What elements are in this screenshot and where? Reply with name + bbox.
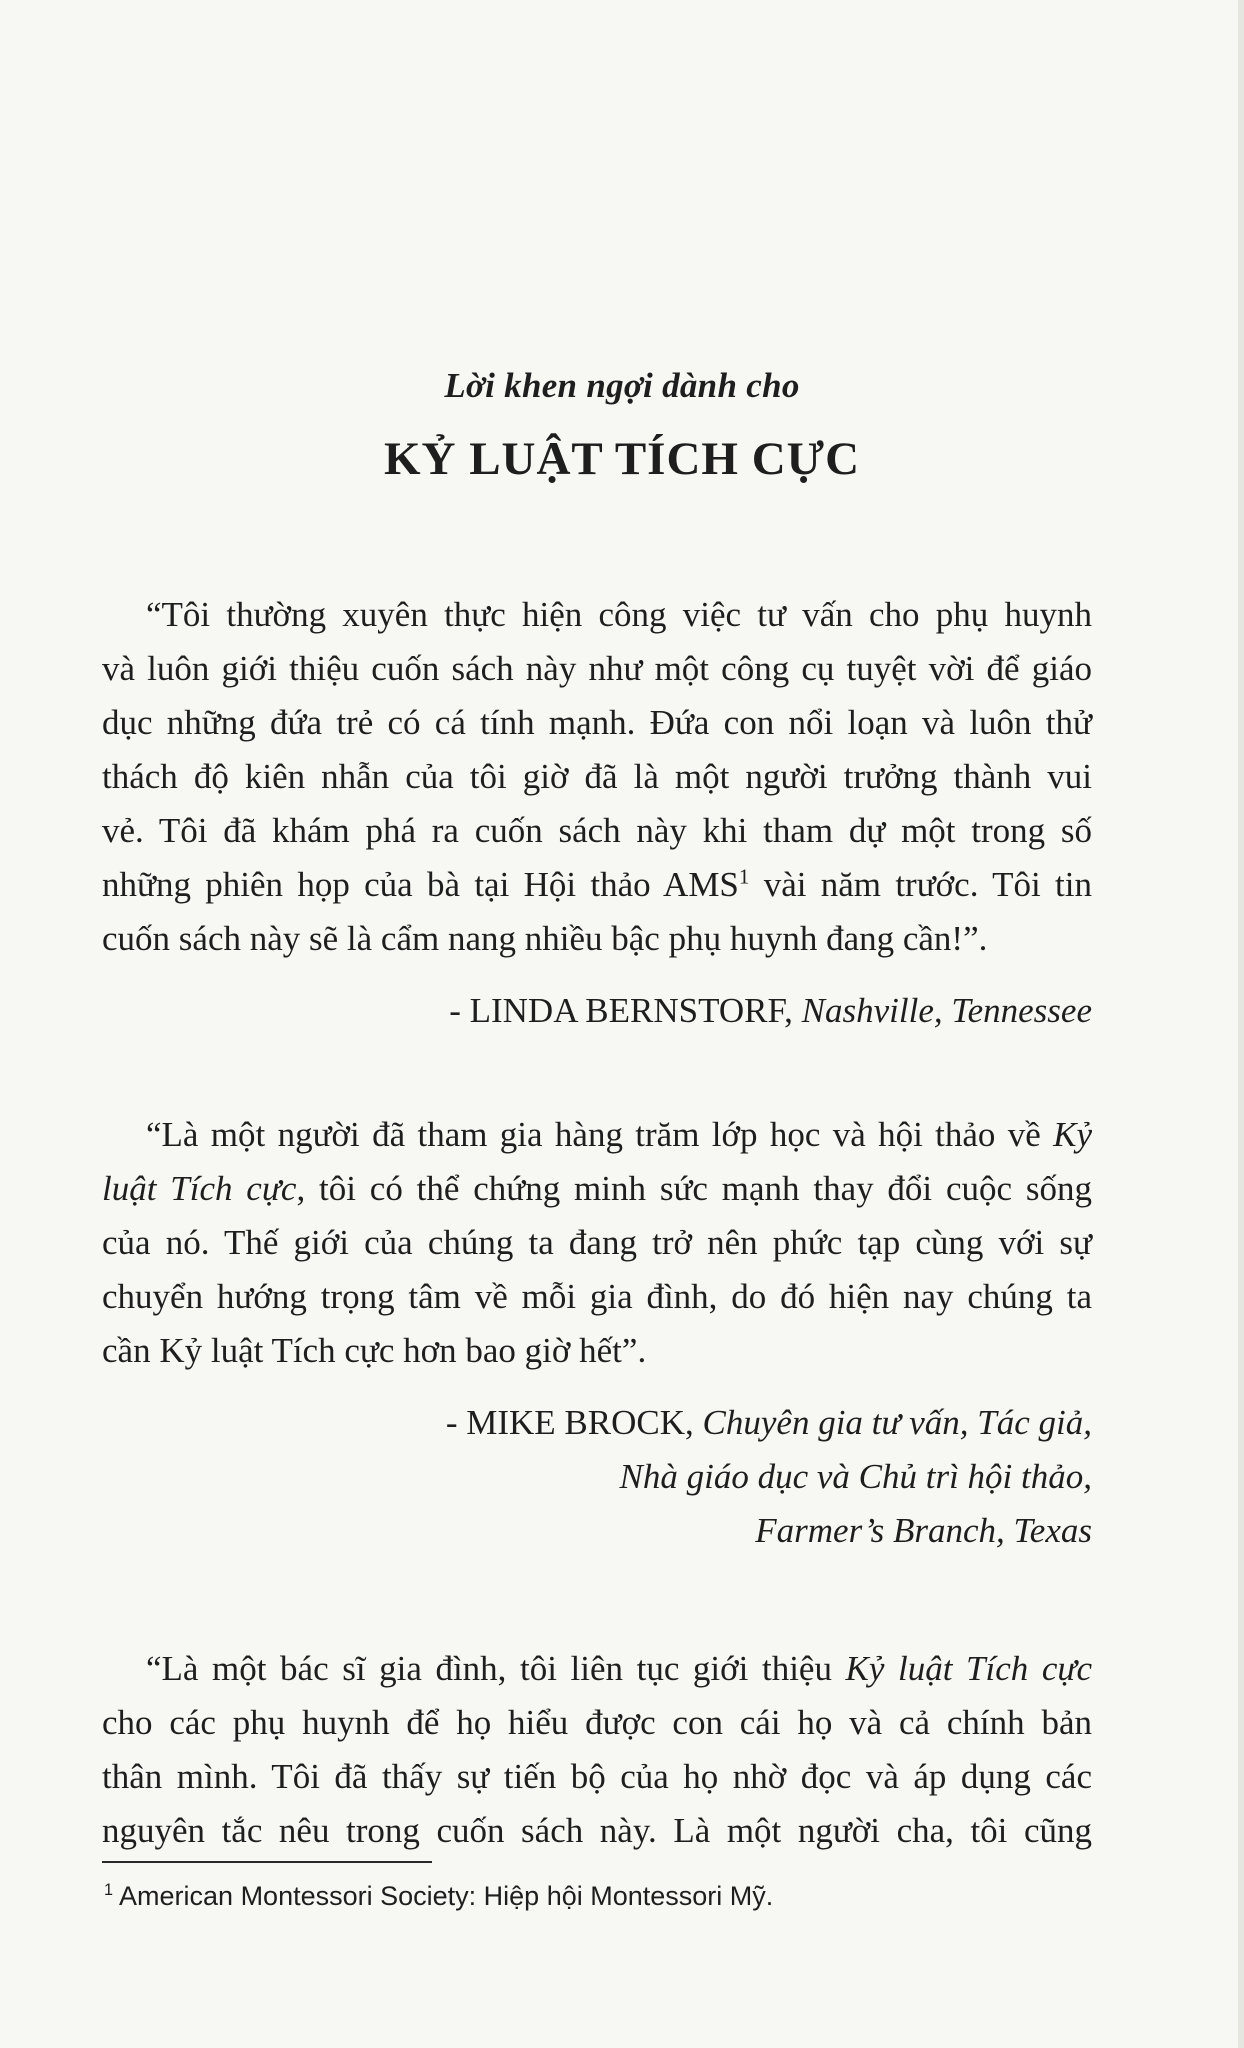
quote-line: dục những đứa trẻ có cá tính mạnh. Đứa con nổi loạn và luôn thử bbox=[102, 703, 1092, 742]
footnote-marker: 1 bbox=[104, 1881, 114, 1899]
testimonial-2-attribution bbox=[192, 1396, 1092, 1558]
quote-line-text: “Là một bác sĩ gia đình, tôi liên tục giới thiệu bbox=[146, 1649, 846, 1688]
book-title-italic: Kỷ luật Tích cực bbox=[845, 1649, 1092, 1688]
quote-line-text: những phiên họp của bà tại Hội thảo AMS bbox=[102, 865, 739, 904]
footnote-divider bbox=[102, 1861, 432, 1863]
testimonial-3 bbox=[102, 1642, 1092, 1858]
attribution-name: - MIKE BROCK, bbox=[445, 1403, 703, 1442]
quote-line: thân mình. Tôi đã thấy sự tiến bộ của họ nhờ đọc và áp dụng các bbox=[102, 1757, 1092, 1796]
testimonial-1 bbox=[102, 588, 1092, 966]
book-title-italic: luật Tích cực bbox=[102, 1169, 297, 1208]
quote-line: của nó. Thế giới của chúng ta đang trở nên phức tạp cùng với sự bbox=[102, 1223, 1092, 1262]
quote-line bbox=[102, 1108, 1092, 1162]
book-title-italic: Kỷ bbox=[1053, 1115, 1092, 1154]
quote-line: cho các phụ huynh để họ hiểu được con cái họ và cả chính bản bbox=[102, 1703, 1092, 1742]
quote-line: cần Kỷ luật Tích cực hơn bao giờ hết”. bbox=[102, 1331, 647, 1370]
quote-line: chuyển hướng trọng tâm về mỗi gia đình, do đó hiện nay chúng ta bbox=[102, 1277, 1092, 1316]
page-subtitle: Lời khen ngợi dành cho bbox=[444, 366, 800, 405]
quote-line: cuốn sách này sẽ là cẩm nang nhiều bậc phụ huynh đang cần!”. bbox=[102, 919, 988, 958]
quote-line: vẻ. Tôi đã khám phá ra cuốn sách này khi tham dự một trong số bbox=[102, 811, 1092, 850]
attribution-role: Chuyên gia tư vấn, Tác giả, bbox=[702, 1403, 1092, 1442]
quote-line bbox=[102, 1162, 1092, 1216]
quote-line-text: vài năm trước. Tôi tin bbox=[749, 865, 1092, 904]
quote-line: thách độ kiên nhẫn của tôi giờ đã là một người trưởng thành vui bbox=[102, 757, 1092, 796]
footnote bbox=[104, 1878, 773, 1914]
quote-line-text: , tôi có thể chứng minh sức mạnh thay đổi cuộc sống bbox=[296, 1169, 1092, 1208]
testimonial-2 bbox=[102, 1108, 1092, 1378]
quote-line-text: “Là một người đã tham gia hàng trăm lớp học và hội thảo về bbox=[146, 1115, 1054, 1154]
quote-line: và luôn giới thiệu cuốn sách này như một công cụ tuyệt vời để giáo bbox=[102, 649, 1092, 688]
quote-line: “Tôi thường xuyên thực hiện công việc tư vấn cho phụ huynh bbox=[146, 595, 1092, 634]
attribution-name: - LINDA BERNSTORF, bbox=[449, 991, 802, 1030]
footnote-text: American Montessori Society: Hiệp hội Montessori Mỹ. bbox=[113, 1881, 774, 1911]
attribution-role: Nhà giáo dục và Chủ trì hội thảo, bbox=[619, 1457, 1092, 1496]
quote-line bbox=[102, 1642, 1092, 1696]
attribution-place: Nashville, Tennessee bbox=[801, 991, 1092, 1030]
attribution-place: Farmer’s Branch, Texas bbox=[755, 1511, 1092, 1550]
quote-line bbox=[102, 858, 1092, 912]
testimonial-1-attribution bbox=[192, 984, 1092, 1038]
quote-line: nguyên tắc nêu trong cuốn sách này. Là một người cha, tôi cũng bbox=[102, 1811, 1092, 1850]
attribution-line bbox=[192, 1396, 1092, 1450]
page-title: KỶ LUẬT TÍCH CỰC bbox=[383, 433, 861, 485]
footnote-reference: 1 bbox=[738, 864, 750, 889]
